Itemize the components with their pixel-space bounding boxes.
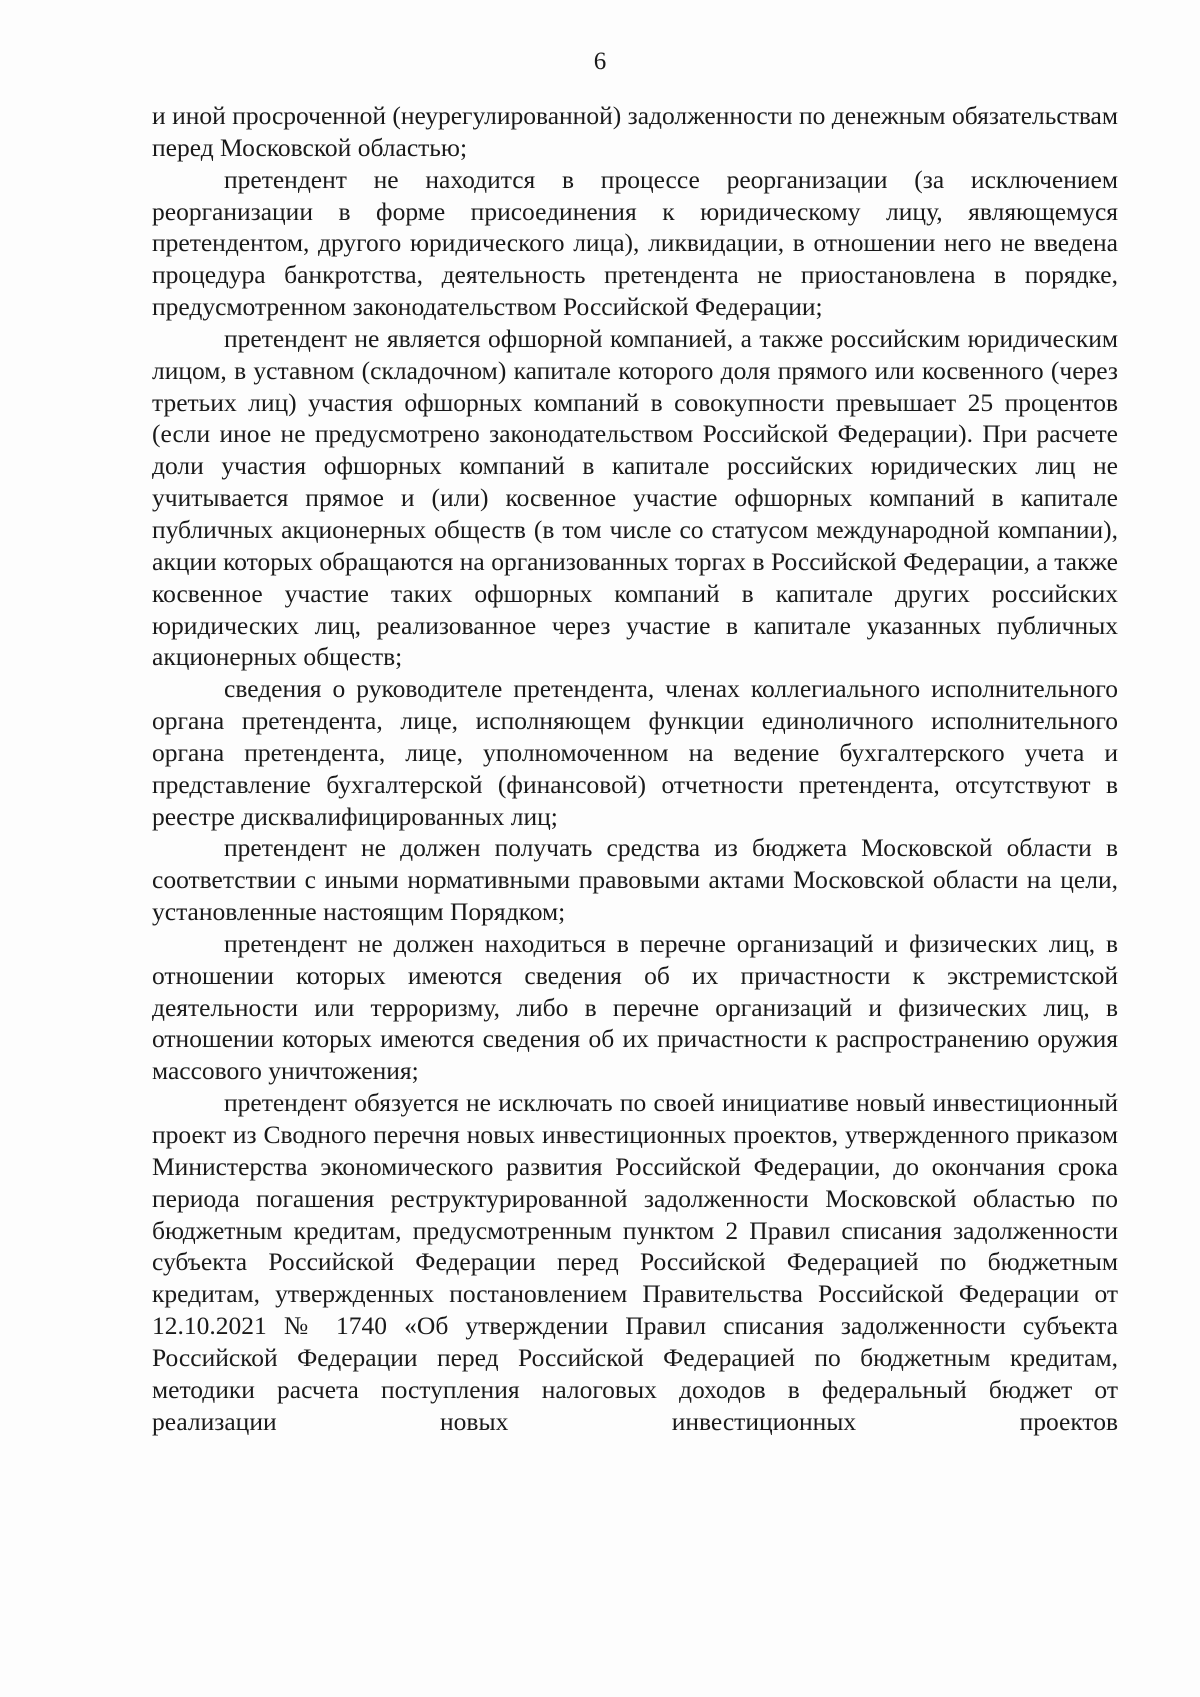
page-number: 6 <box>593 48 607 75</box>
paragraph-budget-funds: претендент не должен получать средства из бюджета Московской области в соответствии с иными нормативными правовыми актами Московской области на цели, установленные настоящим Порядком; <box>152 833 1118 927</box>
paragraph-reorganization: претендент не находится в процессе реорганизации (за исключением реорганизации в форме присоединения к юридическому лицу, являющемуся претендентом, другого юридического лица), ликвидации, в отношении него не введена процедура банкротства, деятельность претендента не приостановлена в порядке, предусмотренном законодательством Российской Федерации; <box>152 164 1118 322</box>
paragraph-investment-project: претендент обязуется не исключать по своей инициативе новый инвестиционный проект из Сводного перечня новых инвестиционных проектов, утвержденного приказом Министерства экономического развития Российской Федерации, до окончания срока периода погашения реструктурированной задолженности Московской областью по бюджетным кредитам, предусмотренным пунктом 2 Правил списания задолженности субъекта Российской Федерации перед Российской Федерацией по бюджетным кредитам, утвержденных постановлением Правительства Российской Федерации от 12.10.2021 № 1740 «Об утверждении Правил списания задолженности субъекта Российской Федерации перед Российской Федерацией по бюджетным кредитам, методики расчета поступления налоговых доходов в федеральный бюджет от реализации новых инвестиционных проектов <box>152 1088 1118 1436</box>
paragraph-debt-continuation: и иной просроченной (неурегулированной) задолженности по денежным обязательствам перед Московской областью; <box>152 101 1118 162</box>
document-body <box>152 100 1118 1437</box>
paragraph-offshore: претендент не является офшорной компанией, а также российским юридическим лицом, в уставном (складочном) капитале которого доля прямого или косвенного (через третьих лиц) участия офшорных компаний в совокупности превышает 25 процентов (если иное не предусмотрено законодательством Российской Федерации). При расчете доли участия офшорных компаний в капитале российских юридических лиц не учитывается прямое и (или) косвенное участие офшорных компаний в капитале публичных акционерных обществ (в том числе со статусом международной компании), акции которых обращаются на организованных торгах в Российской Федерации, а также косвенное участие таких офшорных компаний в капитале других российских юридических лиц, реализованное через участие в капитале указанных публичных акционерных обществ; <box>152 323 1118 672</box>
paragraph-extremism-list: претендент не должен находиться в перечне организаций и физических лиц, в отношении которых имеются сведения об их причастности к экстремистской деятельности или терроризму, либо в перечне организаций и физических лиц, в отношении которых имеются сведения об их причастности к распространению оружия массового уничтожения; <box>152 928 1118 1086</box>
paragraph-disqualified-persons: сведения о руководителе претендента, членах коллегиального исполнительного органа претендента, лице, исполняющем функции единоличного исполнительного органа претендента, лице, уполномоченном на ведение бухгалтерского учета и представление бухгалтерской (финансовой) отчетности претендента, отсутствуют в реестре дисквалифицированных лиц; <box>152 674 1118 831</box>
